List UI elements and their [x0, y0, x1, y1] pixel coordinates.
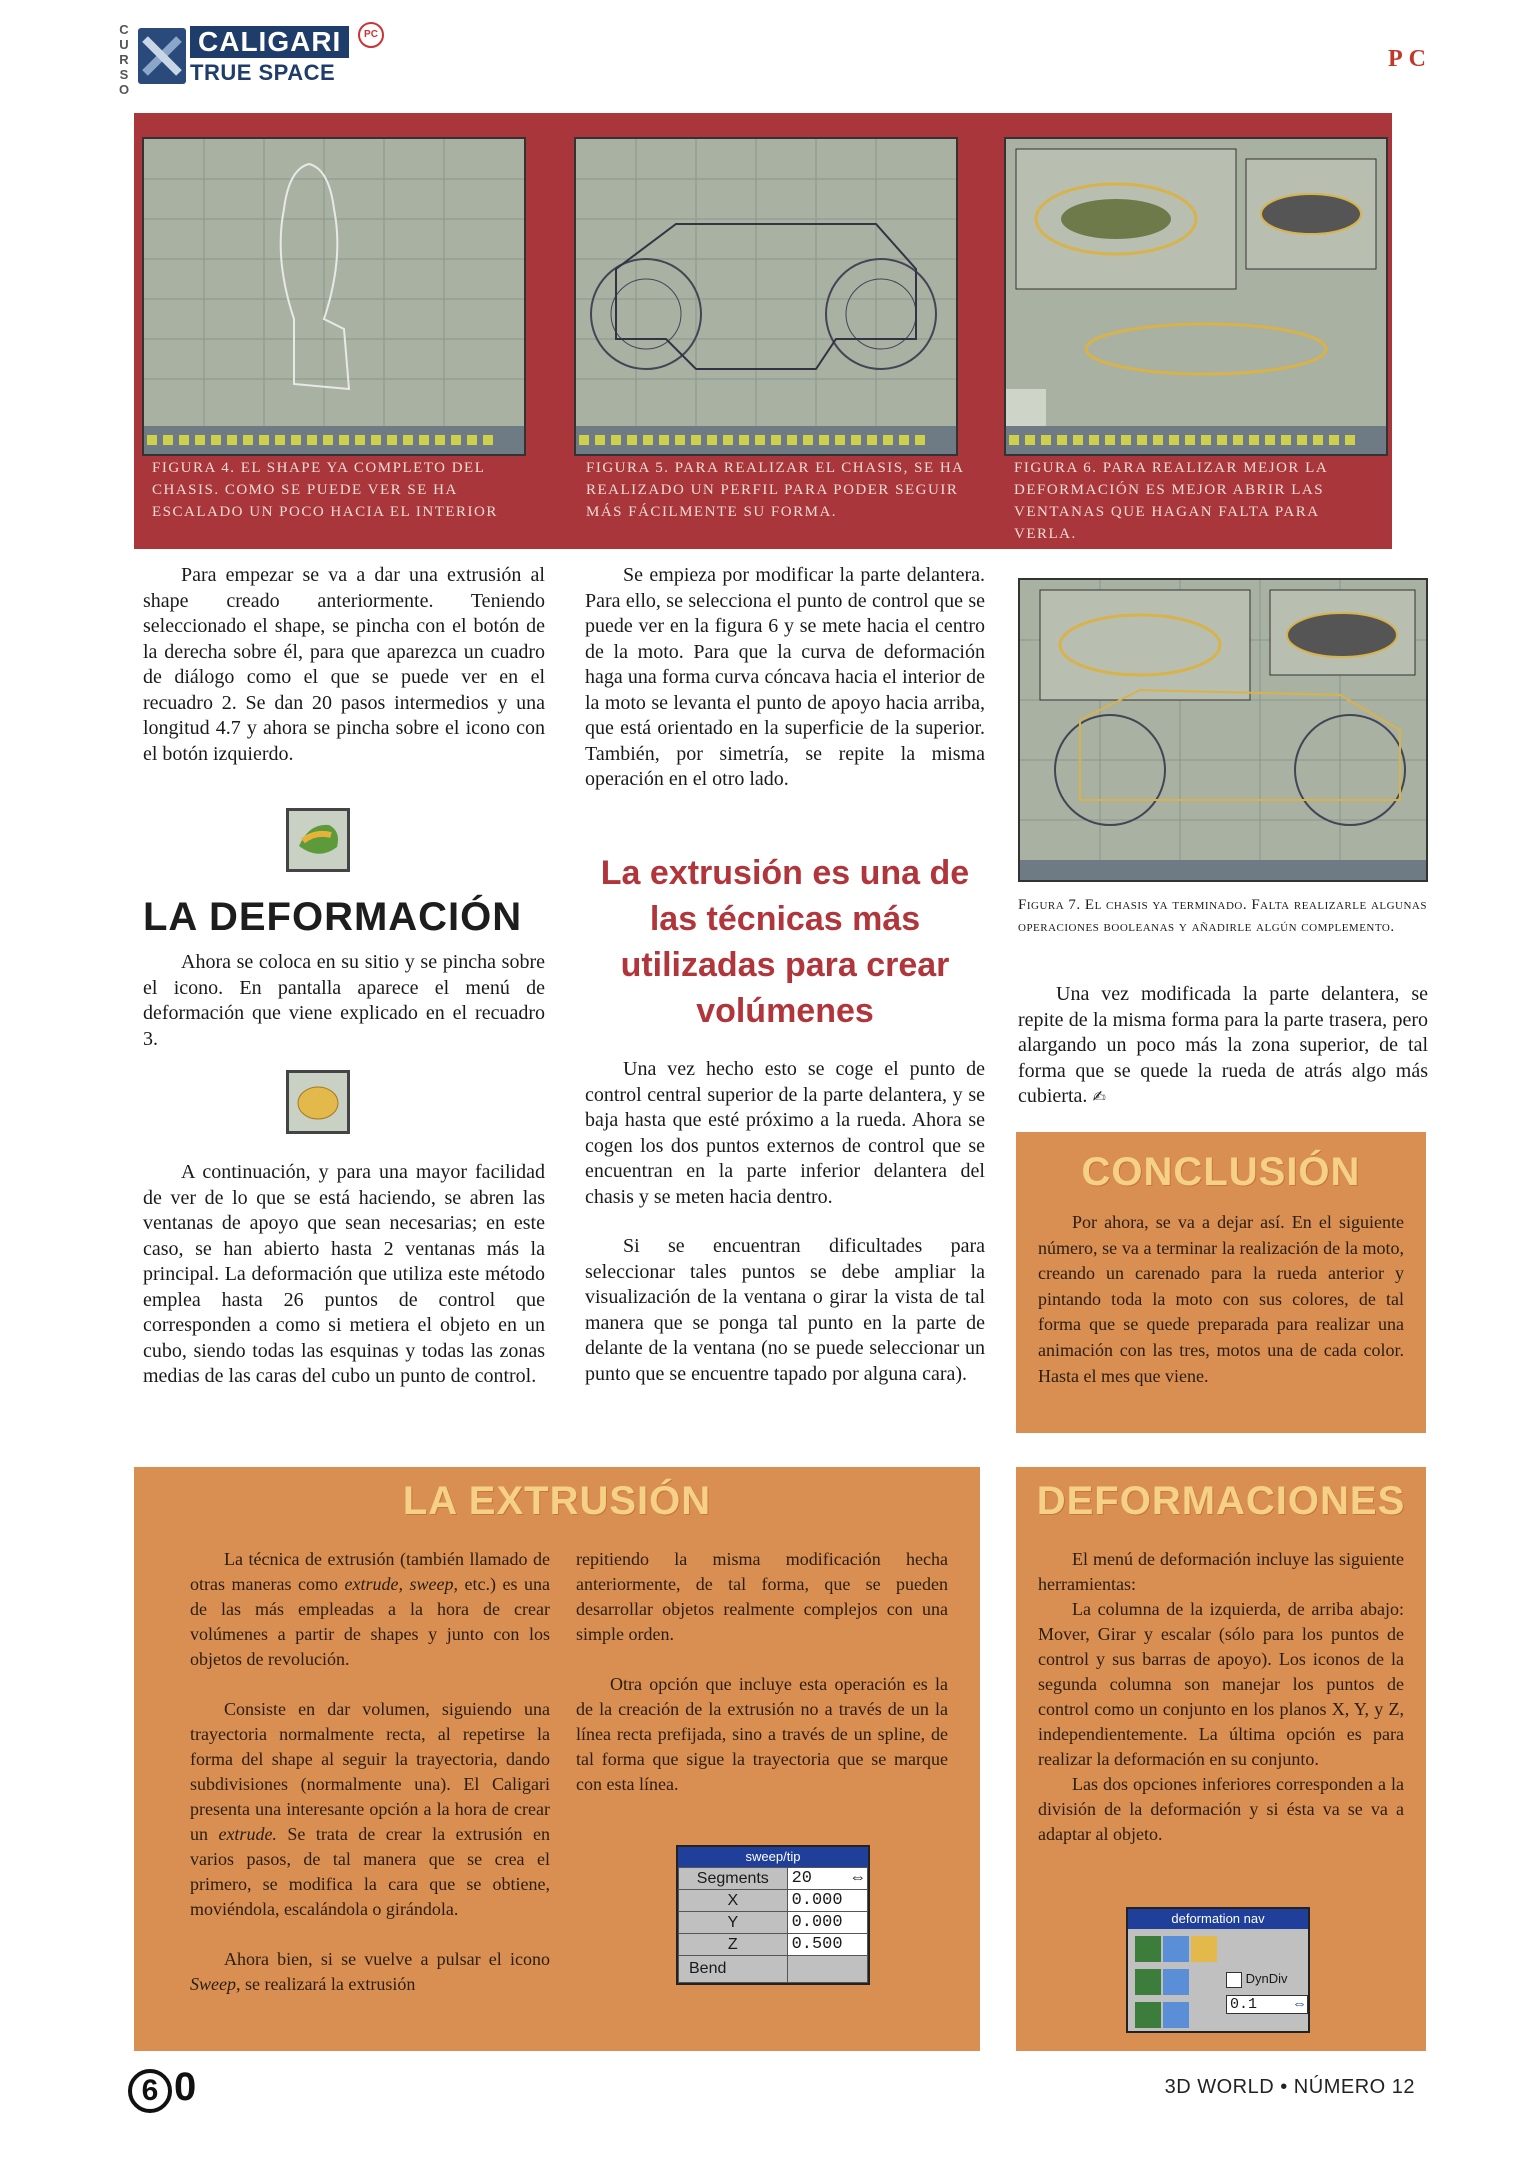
logo-side-letter: C [119, 22, 129, 37]
deform-tool-icon [286, 1070, 350, 1134]
column-1-mid [143, 950, 545, 1052]
logo-side-letter: U [119, 37, 129, 52]
logo-side-letter: R [119, 52, 129, 67]
dyndiv-checkbox[interactable] [1226, 1971, 1288, 1988]
logo-line2: TRUE SPACE [190, 60, 336, 85]
page-number-ring: 6 [128, 2069, 172, 2113]
column-3-text [1018, 982, 1428, 1110]
paragraph [190, 1947, 550, 1997]
figure-7-drawing [1020, 580, 1426, 880]
logo-line1: CALIGARI [190, 26, 349, 58]
paragraph: Las dos opciones inferiores corresponden a la división de la deformación y si ésta va se va a adaptar al objeto. [1038, 1774, 1404, 1844]
pull-quote: La extrusión es una de las técnicas más utilizadas para crear volúmenes [600, 854, 970, 1030]
logo-side-letter: O [118, 82, 130, 97]
paragraph: repitiendo la misma modificación hecha anteriormente, de tal forma, que se pueden desarrollar objetos realmente complejos con una simple orden. [576, 1549, 948, 1644]
plane-tool-icon[interactable] [1163, 1969, 1189, 1995]
plane-tool-icon[interactable] [1163, 1936, 1189, 1962]
conclusion-title: CONCLUSIÓN [1081, 1150, 1361, 1194]
z-value-field[interactable]: 0.500 [787, 1934, 867, 1956]
text-emphasis: Sweep, [190, 1974, 241, 1994]
figure-6-caption: FIGURA 6. PARA REALIZAR MEJOR LA DEFORMACIÓN ES MEJOR ABRIR LAS VENTANAS QUE HAGAN FALTA PARA VERLA. [1014, 460, 1328, 542]
column-1-bottom [143, 1160, 545, 1390]
paragraph: La columna de la izquierda, de arriba abajo: Mover, Girar y escalar (sólo para los puntos de control y sus barras de apoyo). Los iconos de la segunda columna son manejar los puntos de control como un conjunto en los planos X, Y, y Z, independientemente. La última opción es para realizar la deformación en su conjunto. [1038, 1599, 1404, 1769]
paragraph: Una vez hecho esto se coge el punto de control central superior de la parte delantera, y se baja hasta que esté próximo a la rueda. Ahora se cogen los dos puntos externos de control que se encuentran en la parte inferior delantera del chasis y se meten hacia dentro. [585, 1058, 985, 1208]
y-value-field[interactable]: 0.000 [787, 1912, 867, 1934]
bend-button[interactable]: Bend [679, 1956, 788, 1983]
sweep-dialog-table [678, 1867, 868, 1983]
column-2-bottom [585, 1057, 985, 1387]
sweep-dialog [676, 1845, 870, 1985]
page-number-rest: 0 [174, 2065, 197, 2109]
column-2-top [585, 563, 985, 793]
paragraph [1018, 982, 1428, 1110]
x-row [679, 1890, 868, 1912]
paragraph: Por ahora, se va a dejar así. En el siguiente número, se va a terminar la realización de la moto, creando un carenado para la rueda anterior y pintando toda la moto con sus colores, de tal forma que se quede preparada para realizar una animación con las tres, motos una de cada color. Hasta el mes que viene. [1038, 1212, 1404, 1386]
paragraph-text: Una vez modificada la parte delantera, se repite de la misma forma para la parte trasera, pero alargando un poco más la zona superior, de tal forma que se quede la rueda de atrás algo más cubierta. [1018, 983, 1428, 1107]
paragraph: A continuación, y para una mayor facilidad de ver de lo que se está haciendo, se abren las ventanas de apoyo que sean necesarias; en este caso, se han abierto hasta 2 ventanas más la principal. La deformación que utiliza este método emplea hasta 26 puntos de control que corresponden a como si metiera el objeto en un cubo, siendo todas las esquinas y todas las zonas medias de las caras del cubo un punto de control. [143, 1161, 545, 1387]
section-label: PC [1388, 46, 1432, 72]
text-emphasis: extrude, sweep, [344, 1574, 458, 1594]
logo-badge: PC [358, 22, 384, 48]
deformaciones-title: DEFORMACIONES [1036, 1479, 1406, 1523]
deformation-tool-grid [1134, 1935, 1222, 2034]
figure-5-caption: FIGURA 5. PARA REALIZAR EL CHASIS, SE HA REALIZADO UN PERFIL PARA PODER SEGUIR MÁS FÁCILMENTE SU FORMA. [586, 460, 964, 520]
figure-6-image [1004, 137, 1388, 456]
paragraph: Ahora se coloca en su sitio y se pincha sobre el icono. En pantalla aparece el menú de deformación que viene explicado en el recuadro 3. [143, 951, 545, 1050]
spinner-arrows-icon[interactable]: ⇔ [1294, 1996, 1304, 2013]
deform-all-tool-icon[interactable] [1191, 1936, 1217, 1962]
segments-value-text: 20 [791, 1869, 812, 1888]
extrusion-col-1 [190, 1547, 550, 1997]
x-value-field[interactable]: 0.000 [787, 1890, 867, 1912]
figure-4-image [142, 137, 526, 456]
y-row [679, 1912, 868, 1934]
deformation-nav-title: deformation nav [1128, 1909, 1308, 1929]
figure-6-drawing [1006, 139, 1386, 454]
rotate-tool-icon[interactable] [1135, 1969, 1161, 1995]
text-emphasis: extrude. [218, 1824, 277, 1844]
segments-label: Segments [679, 1868, 788, 1890]
paragraph: El menú de deformación incluye las siguiente herramientas: [1038, 1549, 1404, 1594]
text: Consiste en dar volumen, siguiendo una trayectoria normalmente recta, al repetirse la forma del shape al seguir la trayectoria, dando subdivisiones (normalmente una). El Caligari presenta una interesante opción a la hora de crear un [190, 1699, 550, 1844]
x-label: X [679, 1890, 788, 1912]
logo-side-text [118, 22, 130, 97]
extrusion-title: LA EXTRUSIÓN [402, 1479, 712, 1523]
figure-5-image [574, 137, 958, 456]
figure-7-caption: Figura 7. El chasis ya terminado. Falta realizarle algunas operaciones booleanas y añadirle algún complemento. [1018, 897, 1427, 935]
segments-value[interactable] [787, 1868, 867, 1890]
figure-7-image [1018, 578, 1428, 882]
paragraph [190, 1547, 550, 1672]
text: etc.) es una de las más empleadas a la hora de crear volúmenes a partir de shapes y junto con los objetos de revolución. [190, 1574, 550, 1669]
extrusion-box [134, 1467, 980, 2051]
paragraph: Para empezar se va a dar una extrusión al shape creado anteriormente. Teniendo seleccionado el shape, se pincha con el botón de la derecha sobre él, para que aparezca un cuadro de diálogo como el que se puede ver en el recuadro 2. Se dan 20 pasos intermedios y una longitud 4.7 y ahora se pincha sobre el icono con el botón izquierdo. [143, 564, 545, 765]
text: Se trata de crear la extrusión en varios pasos, de tal manera que se crea el primero, se modifica la cara que se obtiene, moviéndola, escalándola o girándola. [190, 1824, 550, 1919]
plane-tool-icon[interactable] [1163, 2002, 1189, 2028]
y-label: Y [679, 1912, 788, 1934]
end-sign-icon: ✍ [1092, 1087, 1106, 1106]
figure-4-drawing [144, 139, 524, 454]
page-number [128, 2065, 196, 2113]
spinner-arrows-icon[interactable]: ⇔ [852, 1869, 863, 1888]
deformaciones-text [1038, 1547, 1404, 1847]
text: La técnica de extrusión (también llamado de otras maneras como [190, 1549, 550, 1594]
logo-side-letter: S [119, 67, 129, 82]
text: se realizará la extrusión [240, 1974, 416, 1994]
division-value-field[interactable] [1226, 1995, 1308, 2014]
bend-spacer [787, 1956, 867, 1983]
dyndiv-label: DynDiv [1245, 1971, 1288, 1986]
conclusion-text [1038, 1210, 1404, 1389]
caligari-logo [118, 22, 398, 97]
bend-row [679, 1956, 868, 1983]
publication-footer: 3D WORLD • NÚMERO 12 [1164, 2076, 1415, 2098]
scale-tool-icon[interactable] [1135, 2002, 1161, 2028]
z-label: Z [679, 1934, 788, 1956]
sweep-dialog-title: sweep/tip [678, 1847, 868, 1867]
deformaciones-box [1016, 1467, 1426, 2051]
logo-x-icon [138, 28, 186, 84]
paragraph: Si se encuentran dificultades para seleccionar tales puntos se debe ampliar la visualización de la ventana o girar la vista de tal manera que se ponga tal punto en la parte de delante de la ventana (no se puede seleccionar un punto que se encuentre tapado por alguna cara). [585, 1235, 985, 1385]
segments-row [679, 1868, 868, 1890]
figure-band [134, 113, 1392, 549]
z-row [679, 1934, 868, 1956]
column-1-top [143, 563, 545, 767]
division-value-text: 0.1 [1230, 1996, 1258, 2013]
figure-5-drawing [576, 139, 956, 454]
deformation-nav-dialog [1126, 1907, 1310, 2033]
conclusion-box [1016, 1132, 1426, 1433]
extrude-tool-icon [286, 808, 350, 872]
extrusion-col-2 [576, 1547, 948, 1797]
text: Ahora bien, si se vuelve a pulsar el icono [224, 1949, 550, 1969]
paragraph [190, 1697, 550, 1922]
paragraph: Otra opción que incluye esta operación es la de la creación de la extrusión no a través de un la línea recta prefijada, sino a través de un spline, de tal forma que sigue la trayectoria que se marque con esta línea. [576, 1674, 948, 1794]
move-tool-icon[interactable] [1135, 1936, 1161, 1962]
heading-deformacion: LA DEFORMACIÓN [143, 895, 523, 939]
paragraph: Se empieza por modificar la parte delantera. Para ello, se selecciona el punto de control que se puede ver en la figura 6 y se mete hacia el centro de la moto. Para que la curva de deformación haga una forma curva cóncava hacia el interior de la moto se levanta el punto de apoyo hacia arriba, que está orientado en la superficie de la superior. También, por simetría, se repite la misma operación en el otro lado. [585, 564, 985, 790]
figure-4-caption: FIGURA 4. EL SHAPE YA COMPLETO DEL CHASIS. COMO SE PUEDE VER SE HA ESCALADO UN POCO HACIA EL INTERIOR [152, 460, 498, 520]
checkbox-icon[interactable] [1226, 1972, 1242, 1988]
